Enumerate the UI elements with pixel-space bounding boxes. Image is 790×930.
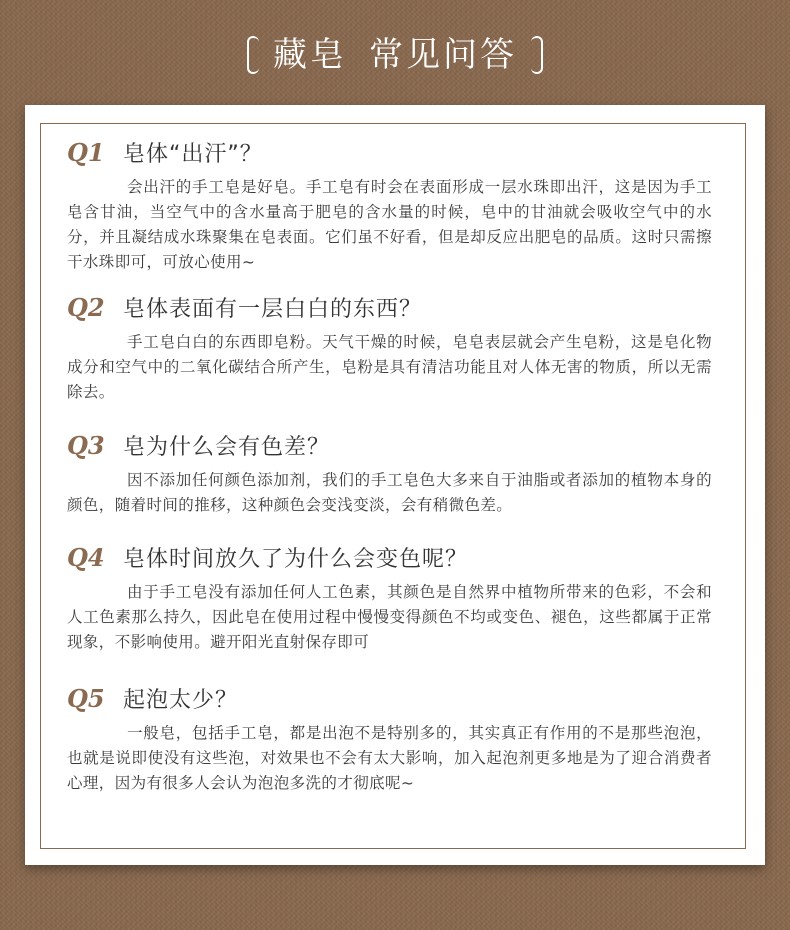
question-text: 皂体时间放久了为什么会变色呢？ <box>123 547 469 572</box>
question-text: 起泡太少？ <box>123 688 239 713</box>
question-text: 皂体“出汗”？ <box>123 142 263 167</box>
header-title-faq: 常见问答 <box>369 35 517 75</box>
question-number: Q2 <box>67 293 105 322</box>
answer-text: 手工皂白白的东西即皂粉。天气干燥的时候，皂皂表层就会产生皂粉，这是皂化物成分和空气中的二氧化碳结合所产生，皂粉是具有清洁功能且对人体无害的物质，所以无需除去。 <box>67 333 712 401</box>
faq-item-3 <box>67 430 712 518</box>
question-number: Q3 <box>67 431 105 460</box>
question-text: 皂为什么会有色差？ <box>123 435 331 460</box>
answer-text: 会出汗的手工皂是好皂。手工皂有时会在表面形成一层水珠即出汗，这是因为手工皂含甘油，当空气中的含水量高于肥皂的含水量的时候，皂中的甘油就会吸收空气中的水分，并且凝结成水珠聚集在皂表面。它们虽不好看，但是却反应出肥皂的品质。这时只需擦干水珠即可，可放心使用~ <box>67 178 712 271</box>
header-title <box>247 30 543 80</box>
question-text: 皂体表面有一层白白的东西？ <box>123 297 423 322</box>
header-title-brand: 藏皂 <box>273 35 347 75</box>
faq-item-2 <box>67 292 712 405</box>
faq-item-4 <box>67 542 712 655</box>
question-number: Q1 <box>67 138 105 167</box>
page-header <box>0 30 790 90</box>
answer-text: 一般皂，包括手工皂，都是出泡不是特别多的，其实真正有作用的不是那些泡泡，也就是说即使没有这些泡，对效果也不会有太大影响，加入起泡剂更多地是为了迎合消费者心理，因为有很多人会认为泡泡多洗的才彻底呢~ <box>67 724 712 792</box>
answer-text: 由于手工皂没有添加任何人工色素，其颜色是自然界中植物所带来的色彩，不会和人工色素那么持久，因此皂在使用过程中慢慢变得颜色不均或变色、褪色，这些都属于正常现象，不影响使用。避开阳光直射保存即可 <box>67 583 712 651</box>
question-number: Q5 <box>67 684 105 713</box>
question-number: Q4 <box>67 543 105 572</box>
faq-item-5 <box>67 683 712 796</box>
left-bracket-decoration <box>247 36 259 74</box>
faq-item-1 <box>67 137 712 275</box>
answer-text: 因不添加任何颜色添加剂，我们的手工皂色大多来自于油脂或者添加的植物本身的颜色，随着时间的推移，这种颜色会变浅变淡，会有稍微色差。 <box>67 471 712 514</box>
right-bracket-decoration <box>531 36 543 74</box>
